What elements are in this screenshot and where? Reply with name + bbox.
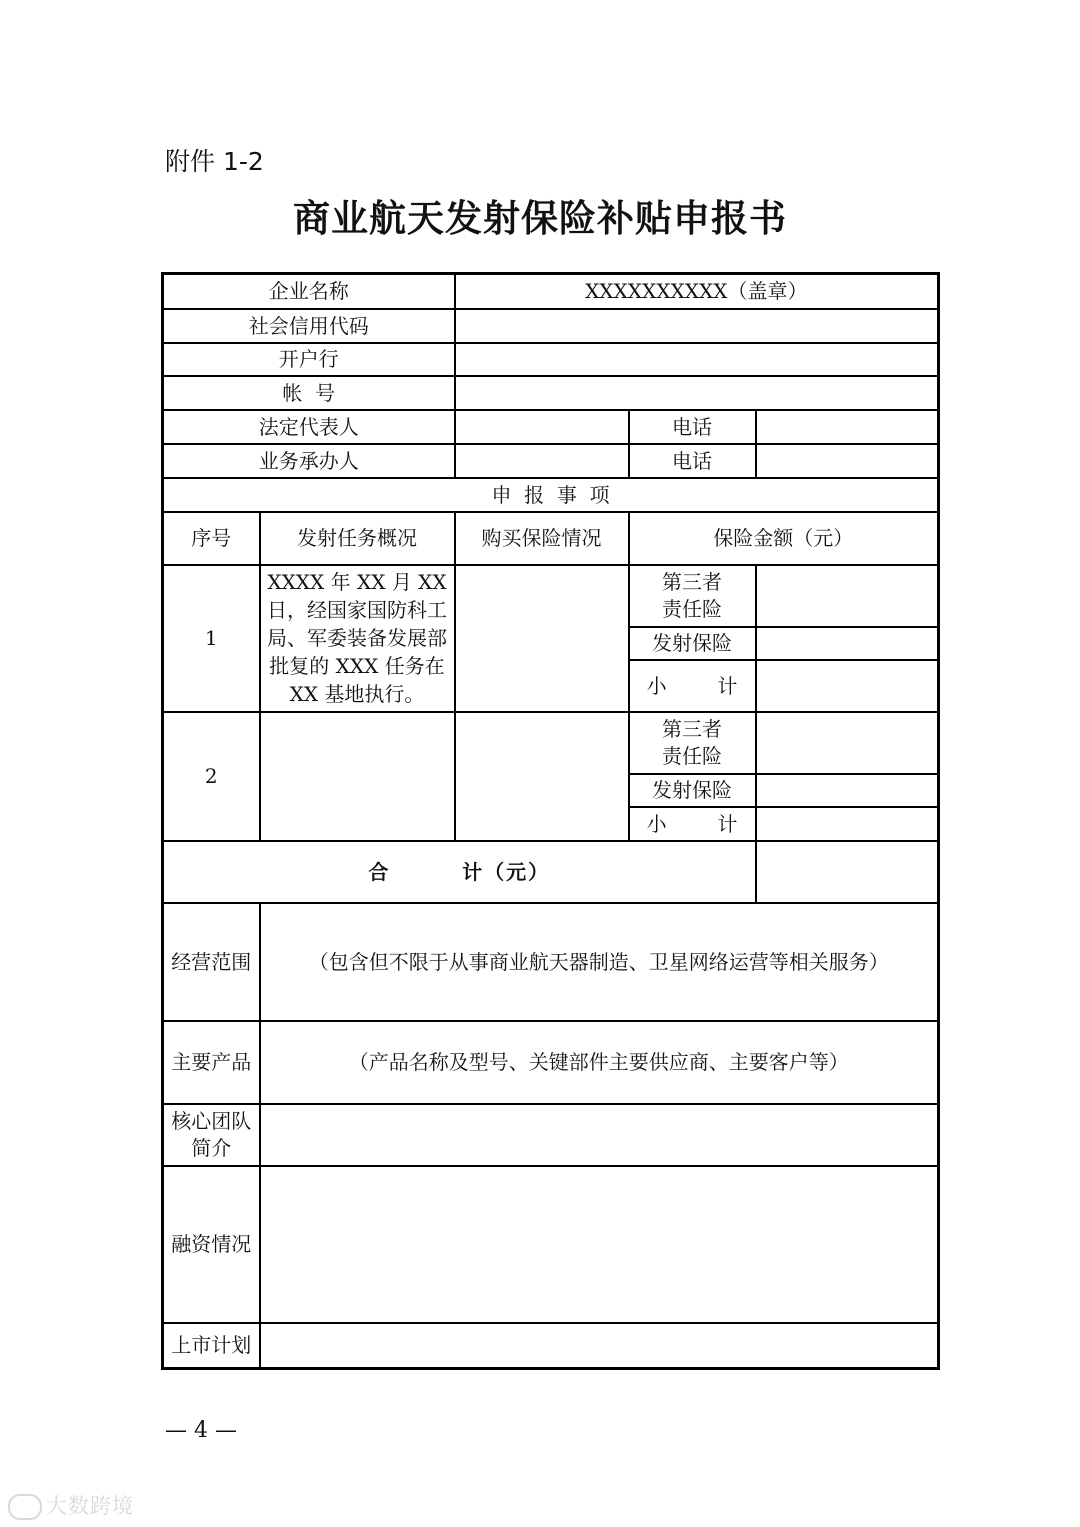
item-2-third-party-label: 第三者 责任险: [629, 712, 756, 774]
legal-rep-value[interactable]: [455, 410, 629, 444]
section-header: 申 报 事 项: [163, 478, 939, 512]
ipo-value[interactable]: [260, 1323, 939, 1369]
item-2-third-party-amount[interactable]: [756, 712, 939, 774]
item-1-insurance[interactable]: [455, 565, 629, 712]
watermark-text: 大数跨境: [46, 1494, 134, 1518]
products-note[interactable]: （产品名称及型号、关键部件主要供应商、主要客户等）: [260, 1021, 939, 1104]
watermark-logo-icon: [8, 1494, 42, 1520]
company-name-label: 企业名称: [163, 274, 455, 309]
item-2-insurance[interactable]: [455, 712, 629, 841]
column-seq: 序号: [163, 512, 260, 565]
application-form-table: [161, 272, 940, 1370]
team-value[interactable]: [260, 1104, 939, 1166]
column-insurance: 购买保险情况: [455, 512, 629, 565]
item-1-third-party-label: 第三者 责任险: [629, 565, 756, 627]
item-2-subtotal-amount[interactable]: [756, 807, 939, 841]
handler-phone-label: 电话: [629, 444, 756, 478]
item-1-subtotal-amount[interactable]: [756, 660, 939, 712]
item-2-mission[interactable]: [260, 712, 455, 841]
legal-rep-phone-value[interactable]: [756, 410, 939, 444]
ipo-label: 上市计划: [163, 1323, 260, 1369]
item-2-launch-label: 发射保险: [629, 774, 756, 807]
account-label: 帐 号: [163, 376, 455, 410]
credit-code-value[interactable]: [455, 309, 939, 343]
item-1-launch-label: 发射保险: [629, 627, 756, 660]
item-2-subtotal-label: 小 计: [629, 807, 756, 841]
company-name-value[interactable]: XXXXXXXXXX（盖章）: [455, 274, 939, 309]
page-number: — 4 —: [165, 1418, 237, 1443]
financing-value[interactable]: [260, 1166, 939, 1323]
account-value[interactable]: [455, 376, 939, 410]
team-label: 核心团队 简介: [163, 1104, 260, 1166]
business-scope-label: 经营范围: [163, 903, 260, 1021]
legal-rep-phone-label: 电话: [629, 410, 756, 444]
legal-rep-label: 法定代表人: [163, 410, 455, 444]
bank-label: 开户行: [163, 343, 455, 376]
document-title: 商业航天发射保险补贴申报书: [293, 197, 787, 240]
item-2-seq: 2: [163, 712, 260, 841]
item-1-launch-amount[interactable]: [756, 627, 939, 660]
products-label: 主要产品: [163, 1021, 260, 1104]
total-label: 合 计（元）: [163, 841, 756, 903]
credit-code-label: 社会信用代码: [163, 309, 455, 343]
business-scope-note[interactable]: （包含但不限于从事商业航天器制造、卫星网络运营等相关服务）: [260, 903, 939, 1021]
watermark: [8, 1490, 134, 1520]
item-1-third-party-amount[interactable]: [756, 565, 939, 627]
item-1-subtotal-label: 小 计: [629, 660, 756, 712]
attachment-label: 附件 1-2: [165, 147, 264, 176]
column-mission: 发射任务概况: [260, 512, 455, 565]
handler-value[interactable]: [455, 444, 629, 478]
handler-label: 业务承办人: [163, 444, 455, 478]
total-amount[interactable]: [756, 841, 939, 903]
financing-label: 融资情况: [163, 1166, 260, 1323]
bank-value[interactable]: [455, 343, 939, 376]
item-1-mission[interactable]: XXXX 年 XX 月 XX 日，经国家国防科工局、军委装备发展部批复的 XXX 任务在 XX 基地执行。: [260, 565, 455, 712]
handler-phone-value[interactable]: [756, 444, 939, 478]
column-amount: 保险金额（元）: [629, 512, 939, 565]
item-2-launch-amount[interactable]: [756, 774, 939, 807]
item-1-seq: 1: [163, 565, 260, 712]
